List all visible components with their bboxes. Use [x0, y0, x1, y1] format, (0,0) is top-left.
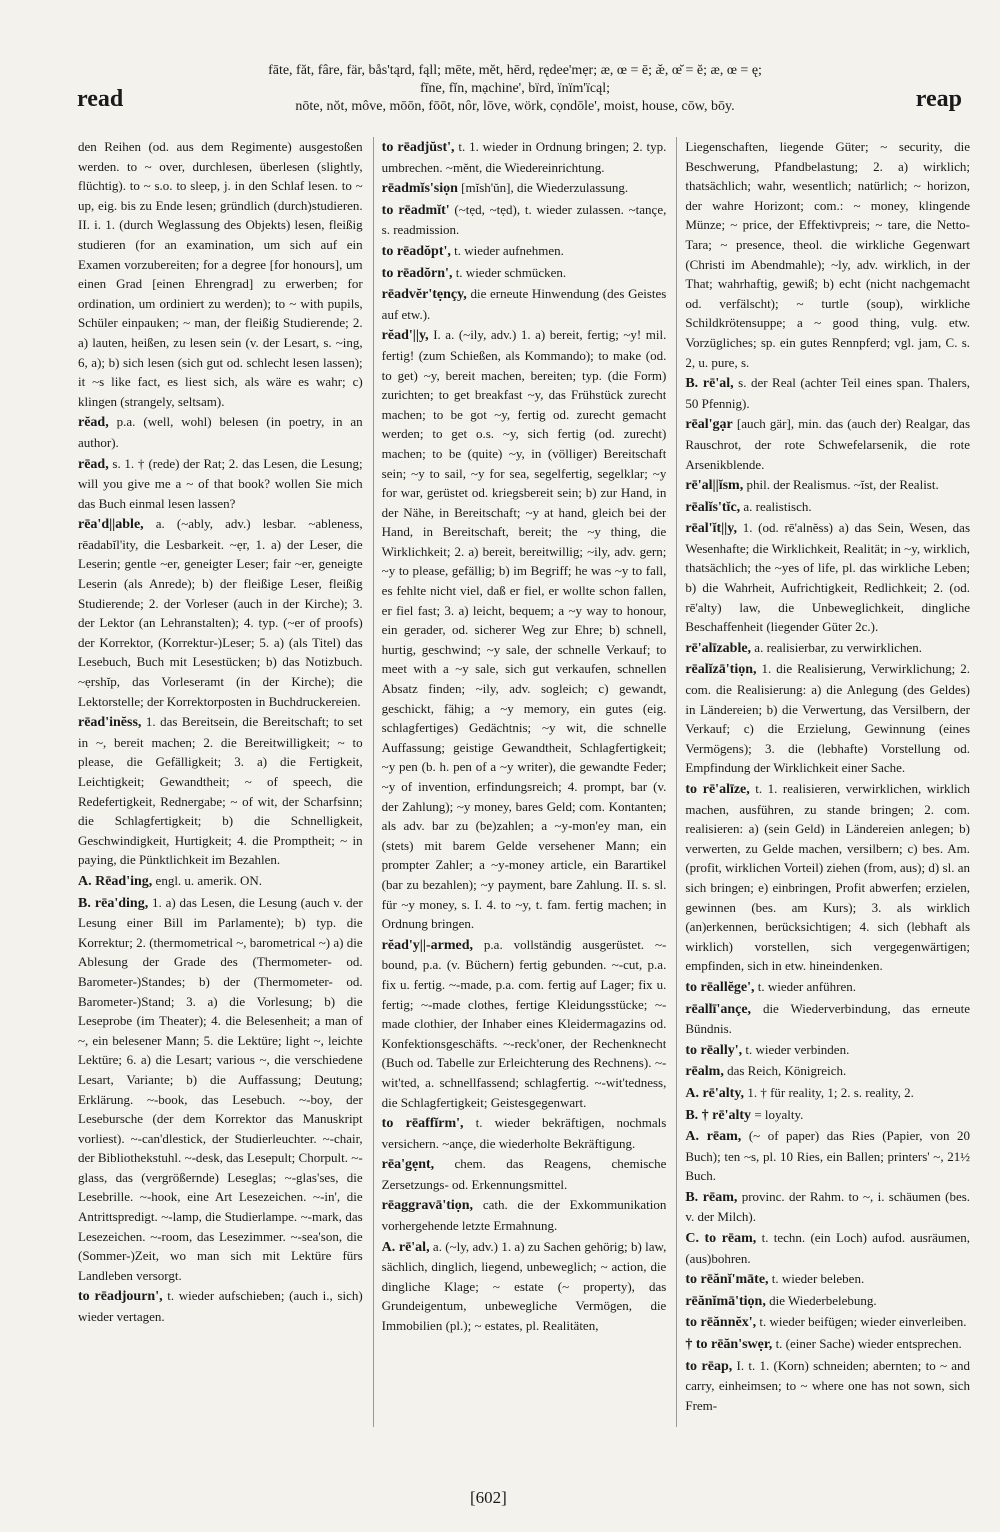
- dictionary-entry: [685, 1187, 970, 1227]
- dictionary-entry: [382, 178, 667, 199]
- dictionary-entry: [382, 935, 667, 1112]
- entry-headword: rēadmĭs'siọn: [381, 181, 458, 197]
- dictionary-entry: [685, 1228, 970, 1268]
- entry-headword: B. rē'al,: [685, 376, 734, 392]
- dictionary-entry: [382, 1154, 667, 1194]
- dictionary-entry: [382, 200, 667, 240]
- entry-headword: rēalĭs'tĭc,: [685, 499, 741, 515]
- column-1: [78, 137, 363, 1427]
- entry-text: die erneute Hinwendung (des Geistes auf etw.).: [381, 286, 667, 322]
- dictionary-entry: [382, 1237, 667, 1336]
- entry-headword: † to rēăn'swẹr,: [685, 1337, 773, 1353]
- entry-headword: to rēadjourn',: [78, 1289, 163, 1305]
- entry-text: Liegenschaften, liegende Güter; ~ security, die Beschwerung, Pfandbelastung; 2. a) wirklich; thatsächlich; wahr, wesentlich; natürlich; ~ horizon, der wahre Horizont; com.: ~ money, klingende Münze; ~ price, der Effektivpreis; ~ tare, die Netto-Tara; ~ presence, theol. die wirkliche Gegenwart (Christi im Abendmahle); ~ly, adv. wirklich, in der That; wahrhaftig, gewiß; b) echt (nicht nachgemacht od. verfälscht); ~ turtle (soup), wirkliche Schildkrötensuppe; a ~ good thing, vulg. etw. Vorzügliches; sp. ein gutes Rennpferd; vgl. jam, C. s. 2, u. pure, s.: [685, 139, 971, 370]
- dictionary-entry: [685, 638, 970, 659]
- entry-text: [mĭsh'ŭn], die Wiederzulassung.: [461, 180, 629, 196]
- entry-text: t. wieder bekräftigen, nochmals versichern. ~ançe, die wiederholte Bekräftigung.: [381, 1115, 667, 1151]
- entry-headword: rē'al||ĭsm,: [685, 478, 744, 494]
- entry-text: 1. die Realisierung, Verwirklichung; 2. com. die Realisierung: a) die Anlegung (des Geldes) in Ländereien; b) die Verwertung, das Versilbern, der Verkauf; c) die Erzielung, Gewinnung (eines Vermögens); 3. die (lebhafte) Vorstellung od. Empfindung der Wirklichkeit einer Sache.: [685, 661, 971, 776]
- dictionary-entry: [685, 1105, 970, 1126]
- dictionary-entry: [685, 1083, 970, 1104]
- entry-text: die Wiederverbindung, das erneute Bündnis.: [685, 1000, 971, 1037]
- entry-text: a. (~ly, adv.) 1. a) zu Sachen gehörig; b) law, sächlich, dinglich, liegend, unbeweglich; ~ action, die dingliche Klage; ~ estate (~ property), das Grundeigentum, unbewegliche Vermögen, die Immobilien (pl.); ~ estates, pl. Realitäten,: [381, 1238, 667, 1334]
- dictionary-entry: [685, 779, 970, 976]
- dictionary-entry: [685, 1291, 970, 1312]
- dictionary-entry: [78, 137, 363, 411]
- entry-headword: rēal'gạr: [685, 417, 733, 433]
- entry-text: s. 1. † (rede) der Rat; 2. das Lesen, die Lesung; will you give me a ~ of that book? wollen Sie mich das Buch einmal lesen lassen?: [78, 455, 363, 511]
- entry-headword: A. rē'al,: [381, 1239, 430, 1255]
- pronunciation-key-line: nōte, nŏt, môve, mōōn, fōōt, nôr, lōve, wörk, cọndōle', moist, house, cōw, bōy.: [295, 99, 735, 114]
- guide-word-left: read: [77, 86, 124, 112]
- pronunciation-key-line: fāte, făt, fâre, fär, bås'tąrd, fąll; mēte, mĕt, hērd, rędee'mẹr; æ, œ = ē; æ̆, œ̆ = ĕ; æ, œ = ę;: [268, 63, 762, 78]
- entry-headword: to rēadŏrn',: [381, 265, 453, 281]
- entry-text: t. 1. wieder in Ordnung bringen; 2. typ. umbrechen. ~mĕnt, die Wiedereinrichtung.: [381, 139, 667, 175]
- dictionary-entry: [78, 893, 363, 1286]
- entry-text: = loyalty.: [754, 1106, 804, 1122]
- entry-text: t. wieder beleben.: [771, 1271, 865, 1287]
- entry-headword: to rē'alīze,: [685, 782, 750, 797]
- entry-text: t. wieder anführen.: [757, 978, 856, 994]
- entry-text: s. der Real (achter Teil eines span. Thalers, 50 Pfennig).: [685, 375, 971, 411]
- entry-text: p.a. (well, wohl) belesen (in poetry, in an author).: [78, 414, 363, 450]
- dictionary-entry: [685, 659, 970, 778]
- dictionary-entry: [382, 1195, 667, 1235]
- entry-headword: to rēănĭ'māte,: [685, 1272, 769, 1288]
- entry-text: I. t. 1. (Korn) schneiden; abernten; to ~ and carry, einheimsen; to ~ where one has not sown, sich Frem-: [685, 1357, 971, 1413]
- entry-text: phil. der Realismus. ~ĭst, der Realist.: [746, 477, 939, 493]
- entry-headword: to rēănnĕx',: [685, 1315, 757, 1331]
- entry-text: [auch gär], min. das (auch der) Realgar, das Rauschrot, der rote Schwefelarsenik, die rote Arsenikblende.: [685, 416, 971, 472]
- entry-text: p.a. vollständig ausgerüstet. ~-bound, p.a. (v. Büchern) fertig gebunden. ~-cut, p.a. fix u. fertig. ~-made, p.a. com. fertig auf Lager; fix u. fertig; ~-made clothes, fertige Kleidungsstücke; ~-made clothier, der Inhaber eines Kleidermagazins od. Konfektionsgeschäfts. ~-reck'oner, der Rechenknecht (Buch od. Tabelle zur Erleichterung des Rechnens). ~-wit'ted, a. schnellfassend; schlagfertig. ~-wit'tedness, die Schlagfertigkeit; Geistesgegenwart.: [381, 936, 667, 1110]
- entry-headword: to rēadmĭt': [381, 202, 450, 218]
- dictionary-entry: [78, 871, 363, 892]
- dictionary-entry: [685, 1061, 970, 1082]
- entry-text: t. (einer Sache) wieder entsprechen.: [775, 1336, 962, 1352]
- entry-headword: to rēallĕge',: [685, 979, 755, 995]
- pronunciation-key-line: fīne, fĭn, mạchine', bïrd, ïnïm'ïcąl;: [419, 81, 611, 96]
- entry-headword: A. Rēad'ing,: [78, 873, 153, 889]
- entry-headword: A. rē'alty,: [685, 1085, 745, 1101]
- entry-headword: A. rēam,: [685, 1129, 742, 1145]
- dictionary-entry: [685, 1040, 970, 1061]
- entry-headword: rēănĭmā'tiọn,: [685, 1293, 766, 1309]
- dictionary-entry: [382, 263, 667, 284]
- entry-headword: rēalĭzā'tiọn,: [685, 662, 757, 678]
- dictionary-entry: [78, 514, 363, 711]
- entry-headword: to rēadjŭst',: [381, 140, 455, 155]
- dictionary-entry: [685, 518, 970, 637]
- dictionary-entry: [685, 137, 970, 372]
- entry-headword: to rēap,: [685, 1358, 733, 1374]
- entry-text: den Reihen (od. aus dem Regimente) ausgestoßen werden. to ~ over, durchlesen, überlesen (slightly, flüchtig). to ~ s.o. to sleep, j. in den Schlaf lesen. to ~ up, eig. bis zu Ende lesen; gründlich (durch)studieren. II. i. 1. (durch Weglassung des Objekts) lesen, fleißig studieren (for an examination, um sich auf ein Examen vorzubereiten; for a degree [for honours], um einen Grad [einen Ehrengrad] zu erwerben; for ordination, um ordiniert zu werden); to ~ with pupils, Schüler einpauken; ~ man, der fleißig Studierende; 2. a) lauten, heißen, zu lesen sein (v. der Lesart, s. ~ing, 6, a); b) sich lesen (sich gut od. schlecht lesen lassen); it ~s like fact, es liest sich, als wäre es wahr; c) klingen (strangely, seltsam).: [78, 139, 363, 409]
- dictionary-entry: [78, 1286, 363, 1326]
- entry-headword: rēa'd||able,: [78, 517, 144, 533]
- entry-text: t. wieder beifügen; wieder einverleiben.: [759, 1314, 967, 1330]
- entry-headword: rēallī'ançe,: [685, 1001, 752, 1017]
- entry-text: cath. die der Exkommunikation vorhergehende letzte Ermahnung.: [381, 1197, 667, 1234]
- column-2: [373, 137, 667, 1427]
- entry-headword: rē'alīzable,: [685, 640, 752, 656]
- entry-headword: to rēadŏpt',: [381, 243, 451, 259]
- entry-text: a. realisierbar, zu verwirklichen.: [754, 639, 922, 655]
- entry-headword: rēad,: [78, 456, 109, 472]
- entry-headword: B. † rē'alty: [685, 1107, 752, 1123]
- pronunciation-key: [215, 62, 815, 116]
- dictionary-entry: [382, 137, 667, 177]
- entry-headword: to rēaffĭrm',: [381, 1116, 464, 1132]
- entry-headword: rēad'inĕss,: [78, 715, 142, 731]
- entry-text: t. wieder schmücken.: [455, 264, 567, 280]
- dictionary-entry: [685, 497, 970, 518]
- entry-text: provinc. der Rahm. to ~, i. schäumen (bes. v. der Milch).: [685, 1188, 971, 1225]
- entry-text: t. techn. (ein Loch) aufod. ausräumen, (aus)bohren.: [685, 1230, 970, 1266]
- entry-headword: C. to rēam,: [685, 1231, 757, 1247]
- dictionary-entry: [382, 1113, 667, 1153]
- entry-text: a. realistisch.: [743, 498, 812, 514]
- dictionary-entry: [685, 1269, 970, 1290]
- dictionary-entry: [78, 454, 363, 514]
- page-number: [602]: [470, 1488, 507, 1507]
- dictionary-entry: [382, 241, 667, 262]
- dictionary-entry: [685, 999, 970, 1039]
- dictionary-entry: [382, 284, 667, 324]
- dictionary-entry: [685, 475, 970, 496]
- dictionary-entry: [685, 1334, 970, 1355]
- dictionary-entry: [78, 412, 363, 452]
- entry-text: 1. (od. rē'alnĕss) a) das Sein, Wesen, das Wesenhafte; die Wirklichkeit, Realität; in ~y, wirklich, thatsächlich; the ~yes of life, pl. das wirkliche Leben; b) die Wahrheit, Aufrichtigkeit, Redlichkeit; 2. (od. rē'alty) law, die Unbeweglichkeit, dingliche Beschaffenheit (liegender Güter 2c.).: [685, 520, 971, 635]
- guide-word-right: reap: [915, 86, 962, 112]
- entry-text: 1. a) das Lesen, die Lesung (auch v. der Lesung einer Bill im Parlamente); b) typ. die Korrektur; 2. (thermometrical ~, barometrical ~) a) die Ablesung der Grade des (Thermometer- od. Barometer-)Standes; b) der (Thermometer- od. Barometer-)Stand; 3. a) die Vorlesung; b) die Leseprobe (im Theater); 4. die Belesenheit; a man of ~, ein belesener Mann; 5. die Lektüre; light ~, leichte Lektüre; 6. a) die Lesart; various ~, die verschiedene Lesart, Variante; b) die Auffassung; Deutung; Erklärung. ~-book, das Lesebuch. ~-boy, der Lesebursche (der dem Korrektor das Manuskript vorliest). ~-can'dlestick, der Studierleuchter. ~-chair, der Bibliothekstuhl. ~-desk, das Lesepult; Chorpult. ~-glass, das (vergrößernde) Leseglas; ~-glas'ses, die Lesebrille. ~-hook, eine Art Lesezeichen. ~-in', die Antrittspredigt. ~-lamp, die Studierlampe. ~-mark, das Lesezeichen. ~-room, das Lesezimmer. ~-sea'son, die (Sommer-)Zeit, wo man sich mit Lektüre fürs Landleben versorgt.: [78, 894, 363, 1283]
- entry-text: t. wieder aufschieben; (auch i., sich) wieder vertagen.: [78, 1288, 363, 1325]
- entry-text: (~ of paper) das Ries (Papier, von 20 Buch); ten ~s, pl. 10 Ries, ein Ballen; printers' ~, 21½ Buch.: [685, 1128, 971, 1184]
- entry-text: das Reich, Königreich.: [727, 1063, 847, 1079]
- entry-text: t. wieder aufnehmen.: [454, 242, 564, 258]
- entry-headword: rĕad,: [78, 415, 109, 431]
- dictionary-entry: [382, 325, 667, 933]
- dictionary-entry: [685, 1312, 970, 1333]
- entry-text: 1. das Bereitsein, die Bereitschaft; to set in ~, bereit machen; 2. die Bereitwilligkeit; ~ to please, die Gefälligkeit; 3. a) die Fertigkeit, Leichtigkeit; Gewandtheit; ~ of speech, die Redefertigkeit, Rednergabe; ~ of wit, der Scharfsinn; die Schlagfertigkeit; b) die Schnelligkeit, Geschwindigkeit, Hurtigkeit; 4. die Promptheit; ~ in paying, die Pünktlichkeit im Bezahlen.: [78, 714, 363, 868]
- entry-text: engl. u. amerik. ON.: [155, 872, 263, 888]
- dictionary-entry: [685, 414, 970, 474]
- entry-headword: rĕad'y||-armed,: [381, 937, 473, 953]
- dictionary-entry: [685, 977, 970, 998]
- entry-text: die Wiederbelebung.: [769, 1292, 877, 1308]
- entry-text: t. wieder verbinden.: [745, 1041, 850, 1057]
- dictionary-entry: [78, 712, 363, 870]
- entry-text: I. a. (~ily, adv.) 1. a) bereit, fertig; ~y! mil. fertig! (zum Schießen, als Kommando); to make (od. to get) ~y, bereit machen, bereiten; typ. (die Form) zurichten; to get breakfast ~y, das Frühstück zurecht machen; to be got ~y, fertig od. zurecht gemacht werden; to get o.s. ~y, sich fertig (od. zurecht) machen; to be (quite) ~y, in (völliger) Bereitschaft sein; ~y to sail, ~y for sea, segelfertig, segelklar; ~y for war, gerüstet od. kriegsbereit sein; b) zur Hand, in der Nähe, in Bereitschaft; ~y at hand, gleich bei der Hand, in Bereitschaft, bereit; the ~y thing, die Wirklichkeit; 2. a) bereit, bereitwillig; ~ily, adv. gern; ~y to please, gefällig; b) im Begriff; he was ~y to fall, es fehlte nicht viel, daß er fiel, er wollte schon fallen, er fiel fast; 3. a) leicht, bequem; a ~y way to honour, ein gerader, od. sicherer Weg zur Ehre; b) schnell, hurtig, geschwind; ~y sale, der schnelle Verkauf; to meet with a ~y sale, sich gut verkaufen, schnellen Absatz finden; ~ily, adv. sogleich; c) gewandt, geschickt, fähig; a ~y memory, ein gutes (eig. schlagfertiges) Gedächtnis; ~y wit, die schnelle Auffassung; geistige Gewandtheit, Schlagfertigkeit; ~y pen (b. h. pen of a ~y writer), die gewandte Feder; ~y of invention, erfindungsreich; 4. prompt, bar (v. der Zahlung); ~y money, bares Geld; com. Kontanten; als adv. bar zu (be)zahlen; a ~y-mon'ey man, ein (stets) mit barem Gelde versehener Mann; ein prompter Zahler; a ~y-money article, ein Barartikel (bar zu bezahlen); ~y payment, bare Zahlung. II. s. sl. für ~y money, s. I. 4. to ~y, t. fam. fertig machen; in Ordnung bringen.: [381, 327, 667, 932]
- entry-text: chem. das Reagens, chemische Zersetzungs- od. Erkennungsmittel.: [381, 1156, 667, 1192]
- entry-text: t. 1. realisieren, verwirklichen, wirklich machen, ausführen, zu stande bringen; 2. com. realisieren: a) (sein Geld) in Ländereien anlegen; b) verwerten, zu Gelde machen, versilbern; c) bes. Am. (profit, wirklichen Vorteil) ziehen (from, aus); d) sl. an sich bringen; e) einbringen, Profit abwerfen; erzielen, gewinnen (bes. am Kurs); 3. als wirklich (an)erkennen, berücksichtigen; 4. sich (lebhaft als wirklich) vorstellen, sich vergegenwärtigen; empfinden, sich in etw. hineindenken.: [685, 781, 971, 974]
- entry-headword: rēalm,: [685, 1064, 724, 1080]
- entry-text: (~tẹd, ~tẹd), t. wieder zulassen. ~tançe, s. readmission.: [381, 201, 667, 238]
- column-3: [676, 137, 970, 1427]
- entry-headword: rēal'ĭt||y,: [685, 521, 737, 537]
- dictionary-columns: [78, 137, 970, 1427]
- entry-headword: B. rēa'ding,: [78, 895, 149, 911]
- entry-text: 1. † für reality, 1; 2. s. reality, 2.: [747, 1084, 914, 1100]
- entry-headword: to rēally',: [685, 1042, 743, 1058]
- dictionary-entry: [685, 1126, 970, 1186]
- entry-text: a. (~ably, adv.) lesbar. ~ableness, rēadabĭl'ity, die Lesbarkeit. ~ẹr, 1. a) der Leser, die Leserin; gentle ~er, geneigter Leser; fair ~er, geneigte Leserin (als Anrede); b) der fleißige Leser, fleißig Studierende; 2. der Vorleser (auch in der Kirche); 3. der Lektor (an Lehranstalten); 4. typ. (~er of proofs) der Korrektor, (Korrektur-)Leser; 5. a) (als Titel) das Lesebuch, Buch mit Lesestücken; b) das Notizbuch. ~ẹrshĭp, das Vorleseramt (in der Kirche); die Lektorstelle; der Korrektorposten in Buchdruckereien.: [78, 516, 363, 709]
- entry-headword: rēaggravā'tiọn,: [381, 1198, 474, 1214]
- dictionary-entry: [685, 1356, 970, 1416]
- page-header: [0, 52, 1000, 122]
- entry-headword: B. rēam,: [685, 1189, 738, 1205]
- entry-headword: rēadvĕr'tẹnçy,: [381, 287, 467, 303]
- entry-headword: rĕad'||y,: [381, 328, 429, 344]
- dictionary-entry: [685, 373, 970, 413]
- entry-headword: rēa'gẹnt,: [381, 1157, 435, 1173]
